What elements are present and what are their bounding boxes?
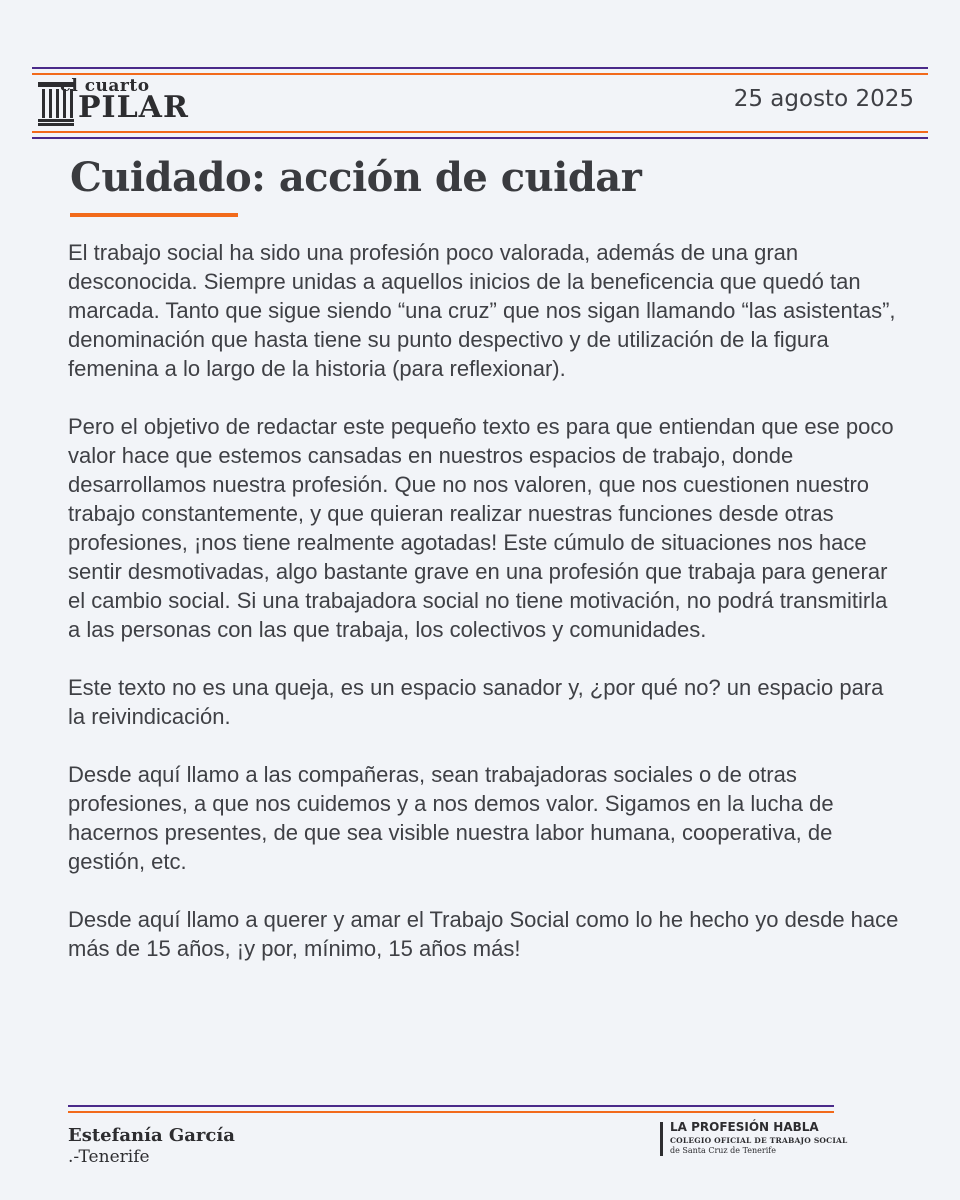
header-top-orange-rule: [32, 73, 928, 75]
header-bottom-purple-rule: [32, 137, 928, 139]
paragraph-2: Pero el objetivo de redactar este pequeño texto es para que entiendan que ese poco valor hace que estemos cansadas en nuestros espacios de trabajo, donde desarrollamos nuestra profesión. Que no nos valoren, que nos cuestionen nuestro trabajo constantemente, y que quieran realizar nuestras funciones desde otras profesiones, ¡nos tiene realmente agotadas! Este cúmulo de situaciones nos hace sentir desmotivadas, algo bastante grave en una profesión que trabaja para generar el cambio social. Si una trabajadora social no tiene motivación, no podrá transmitirla a las personas con las que trabaja, los colectivos y comunidades.: [68, 414, 894, 642]
footer-purple-rule: [68, 1105, 834, 1107]
paragraph-4: Desde aquí llamo a las compañeras, sean trabajadoras sociales o de otras profesiones, a que nos cuidemos y a nos demos valor. Sigamos en la lucha de hacernos presentes, de que sea visible nuestra labor humana, cooperativa, de gestión, etc.: [68, 762, 834, 874]
org-bar: [660, 1122, 663, 1156]
org-location: de Santa Cruz de Tenerife: [670, 1146, 776, 1155]
title-underline: [70, 213, 238, 217]
logo-small-text: el cuarto: [60, 76, 150, 96]
paragraph-1: El trabajo social ha sido una profesión poco valorada, además de una gran desconocida. Siempre unidas a aquellos inicios de la beneficencia que quedó tan marcada. Tanto que sigue siendo “una cruz” que nos sigan llamando “las asistentas”, denominación que hasta tiene su punto despectivo y de utilización de la figura femenina a lo largo de la historia (para reflexionar).: [68, 240, 896, 381]
article-title: Cuidado: acción de cuidar: [70, 154, 642, 201]
org-logo: [660, 1120, 860, 1160]
author-location: .-Tenerife: [68, 1147, 150, 1167]
org-subtitle: COLEGIO OFICIAL DE TRABAJO SOCIAL: [670, 1136, 848, 1145]
paragraph-5: Desde aquí llamo a querer y amar el Trabajo Social como lo he hecho yo desde hace más de 15 años, ¡y por, mínimo, 15 años más!: [68, 907, 899, 961]
logo: [38, 78, 198, 128]
logo-big-text: PILAR: [78, 90, 189, 125]
author-name: Estefanía García: [68, 1125, 235, 1146]
article-body: [68, 238, 904, 963]
publication-date: 25 agosto 2025: [733, 86, 914, 112]
header-bottom-orange-rule: [32, 131, 928, 133]
org-title: LA PROFESIÓN HABLA: [670, 1120, 819, 1134]
header-top-purple-rule: [32, 67, 928, 69]
footer-orange-rule: [68, 1111, 834, 1113]
paragraph-3: Este texto no es una queja, es un espacio sanador y, ¿por qué no? un espacio para la reivindicación.: [68, 675, 884, 729]
